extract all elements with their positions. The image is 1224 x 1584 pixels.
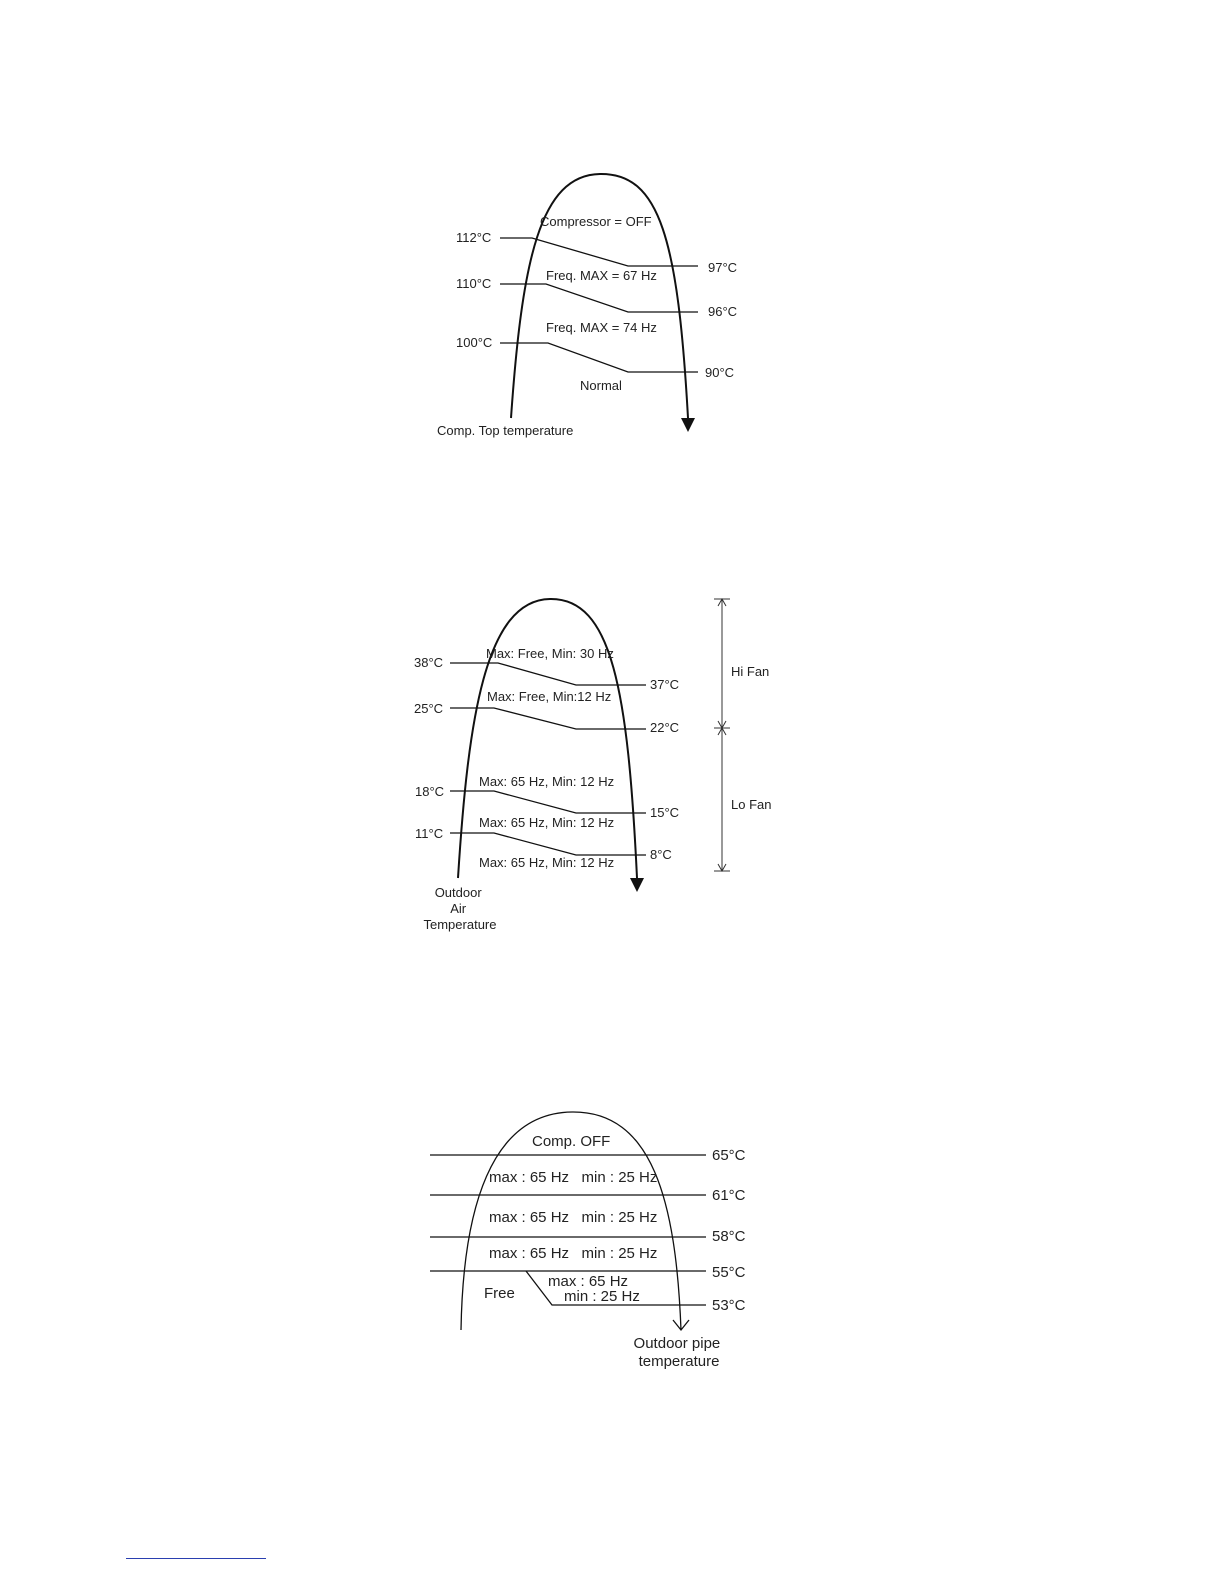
zone-label-max65-a: Max: 65 Hz, Min: 12 Hz: [479, 774, 615, 789]
right-threshold-8: 8°C: [650, 847, 672, 862]
threshold-line-18-15: [450, 791, 646, 813]
right-threshold-90: 90°C: [705, 365, 735, 380]
right-threshold-65: 65°C: [712, 1147, 746, 1164]
zone-label-free: Free: [484, 1285, 515, 1302]
outdoor-pipe-temperature-diagram: [430, 1112, 746, 1370]
threshold-line-25-22: [450, 708, 646, 729]
curve-arrow-head: [630, 878, 644, 892]
zone-label-sub-max65: max : 65 Hz: [548, 1273, 629, 1290]
zone-label-freq-max-74: Freq. MAX = 74 Hz: [546, 320, 657, 335]
compressor-top-temperature-diagram: [437, 174, 737, 438]
axis-label-outdoor-air-temperature: Outdoor Air Temperature: [423, 885, 497, 932]
zone-label-max65-min25-a: max : 65 Hz min : 25 Hz: [489, 1169, 658, 1186]
right-threshold-96: 96°C: [708, 304, 738, 319]
zone-label-freq-max-67: Freq. MAX = 67 Hz: [546, 268, 657, 283]
zone-label-max65-c: Max: 65 Hz, Min: 12 Hz: [479, 855, 615, 870]
zone-label-free-min12: Max: Free, Min:12 Hz: [487, 689, 612, 704]
zone-label-normal: Normal: [580, 378, 622, 393]
zone-label-sub-min25: min : 25 Hz: [564, 1288, 640, 1305]
right-threshold-61: 61°C: [712, 1187, 746, 1204]
right-threshold-55: 55°C: [712, 1264, 746, 1281]
zone-label-comp-off: Comp. OFF: [532, 1133, 611, 1150]
left-threshold-100: 100°C: [456, 335, 493, 350]
left-threshold-112: 112°C: [456, 230, 492, 245]
fan-range-indicator: [714, 599, 771, 871]
left-threshold-38: 38°C: [414, 655, 444, 670]
threshold-line-110-96: [500, 284, 698, 312]
zone-label-compressor-off: Compressor = OFF: [540, 214, 652, 229]
zone-label-max65-min25-b: max : 65 Hz min : 25 Hz: [489, 1209, 658, 1226]
right-threshold-97: 97°C: [708, 260, 738, 275]
threshold-line-11-8: [450, 833, 646, 855]
zone-label-max65-min25-c: max : 65 Hz min : 25 Hz: [489, 1245, 658, 1262]
zone-label-free-min30: Max: Free, Min: 30 Hz: [486, 646, 614, 661]
footer-divider: [126, 1558, 266, 1559]
right-threshold-53: 53°C: [712, 1297, 746, 1314]
right-threshold-58: 58°C: [712, 1228, 746, 1245]
left-threshold-11: 11°C: [415, 826, 444, 841]
hi-fan-label: Hi Fan: [731, 664, 770, 679]
left-threshold-25: 25°C: [414, 701, 444, 716]
left-threshold-18: 18°C: [415, 784, 445, 799]
zone-label-max65-b: Max: 65 Hz, Min: 12 Hz: [479, 815, 615, 830]
threshold-line-100-90: [500, 343, 698, 372]
axis-label-outdoor-pipe-temperature: Outdoor pipe temperature: [633, 1335, 721, 1370]
right-threshold-15: 15°C: [650, 805, 680, 820]
right-threshold-22: 22°C: [650, 720, 680, 735]
right-threshold-37: 37°C: [650, 677, 680, 692]
curve-arrow-head: [681, 418, 695, 432]
lo-fan-label: Lo Fan: [731, 797, 772, 812]
outdoor-air-temperature-diagram: [414, 599, 771, 932]
hysteresis-curve: [458, 599, 637, 878]
left-threshold-110: 110°C: [456, 276, 492, 291]
axis-label-comp-top-temperature: Comp. Top temperature: [437, 423, 574, 438]
